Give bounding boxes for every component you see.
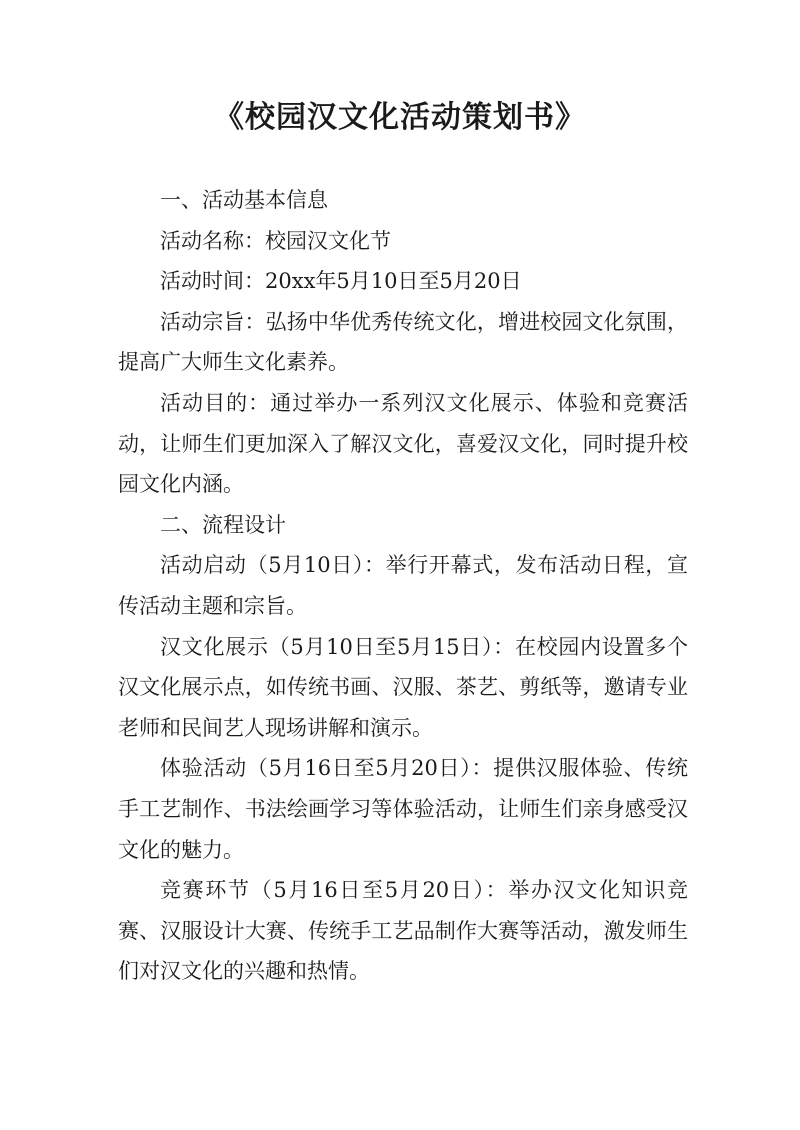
section-heading: 一、活动基本信息 <box>160 188 328 212</box>
paragraph: 活动宗旨：弘扬中华优秀传统文化，增进校园文化氛围，提高广大师生文化素养。 <box>118 309 688 375</box>
paragraph: 竞赛环节（5月16日至5月20日）：举办汉文化知识竞赛、汉服设计大赛、传统手工艺品制作大赛等活动，激发师生们对汉文化的兴趣和热情。 <box>118 878 688 984</box>
paragraph: 体验活动（5月16日至5月20日）：提供汉服体验、传统手工艺制作、书法绘画学习等体验活动，让师生们亲身感受汉文化的魅力。 <box>118 756 688 862</box>
paragraph: 活动名称：校园汉文化节 <box>160 228 391 253</box>
paragraph: 活动目的：通过举办一系列汉文化展示、体验和竞赛活动，让师生们更加深入了解汉文化，喜爱汉文化，同时提升校园文化内涵。 <box>118 390 688 497</box>
paragraph: 活动时间：20xx年5月10日至5月20日 <box>160 269 522 294</box>
document-body <box>118 180 688 992</box>
document-title: 《校园汉文化活动策划书》 <box>214 100 586 135</box>
section-heading: 二、流程设计 <box>160 512 286 537</box>
paragraph: 活动启动（5月10日）：举行开幕式，发布活动日程，宣传活动主题和宗旨。 <box>118 553 688 618</box>
paragraph: 汉文化展示（5月10日至5月15日）：在校园内设置多个汉文化展示点，如传统书画、汉服、茶艺、剪纸等，邀请专业老师和民间艺人现场讲解和演示。 <box>118 634 688 740</box>
